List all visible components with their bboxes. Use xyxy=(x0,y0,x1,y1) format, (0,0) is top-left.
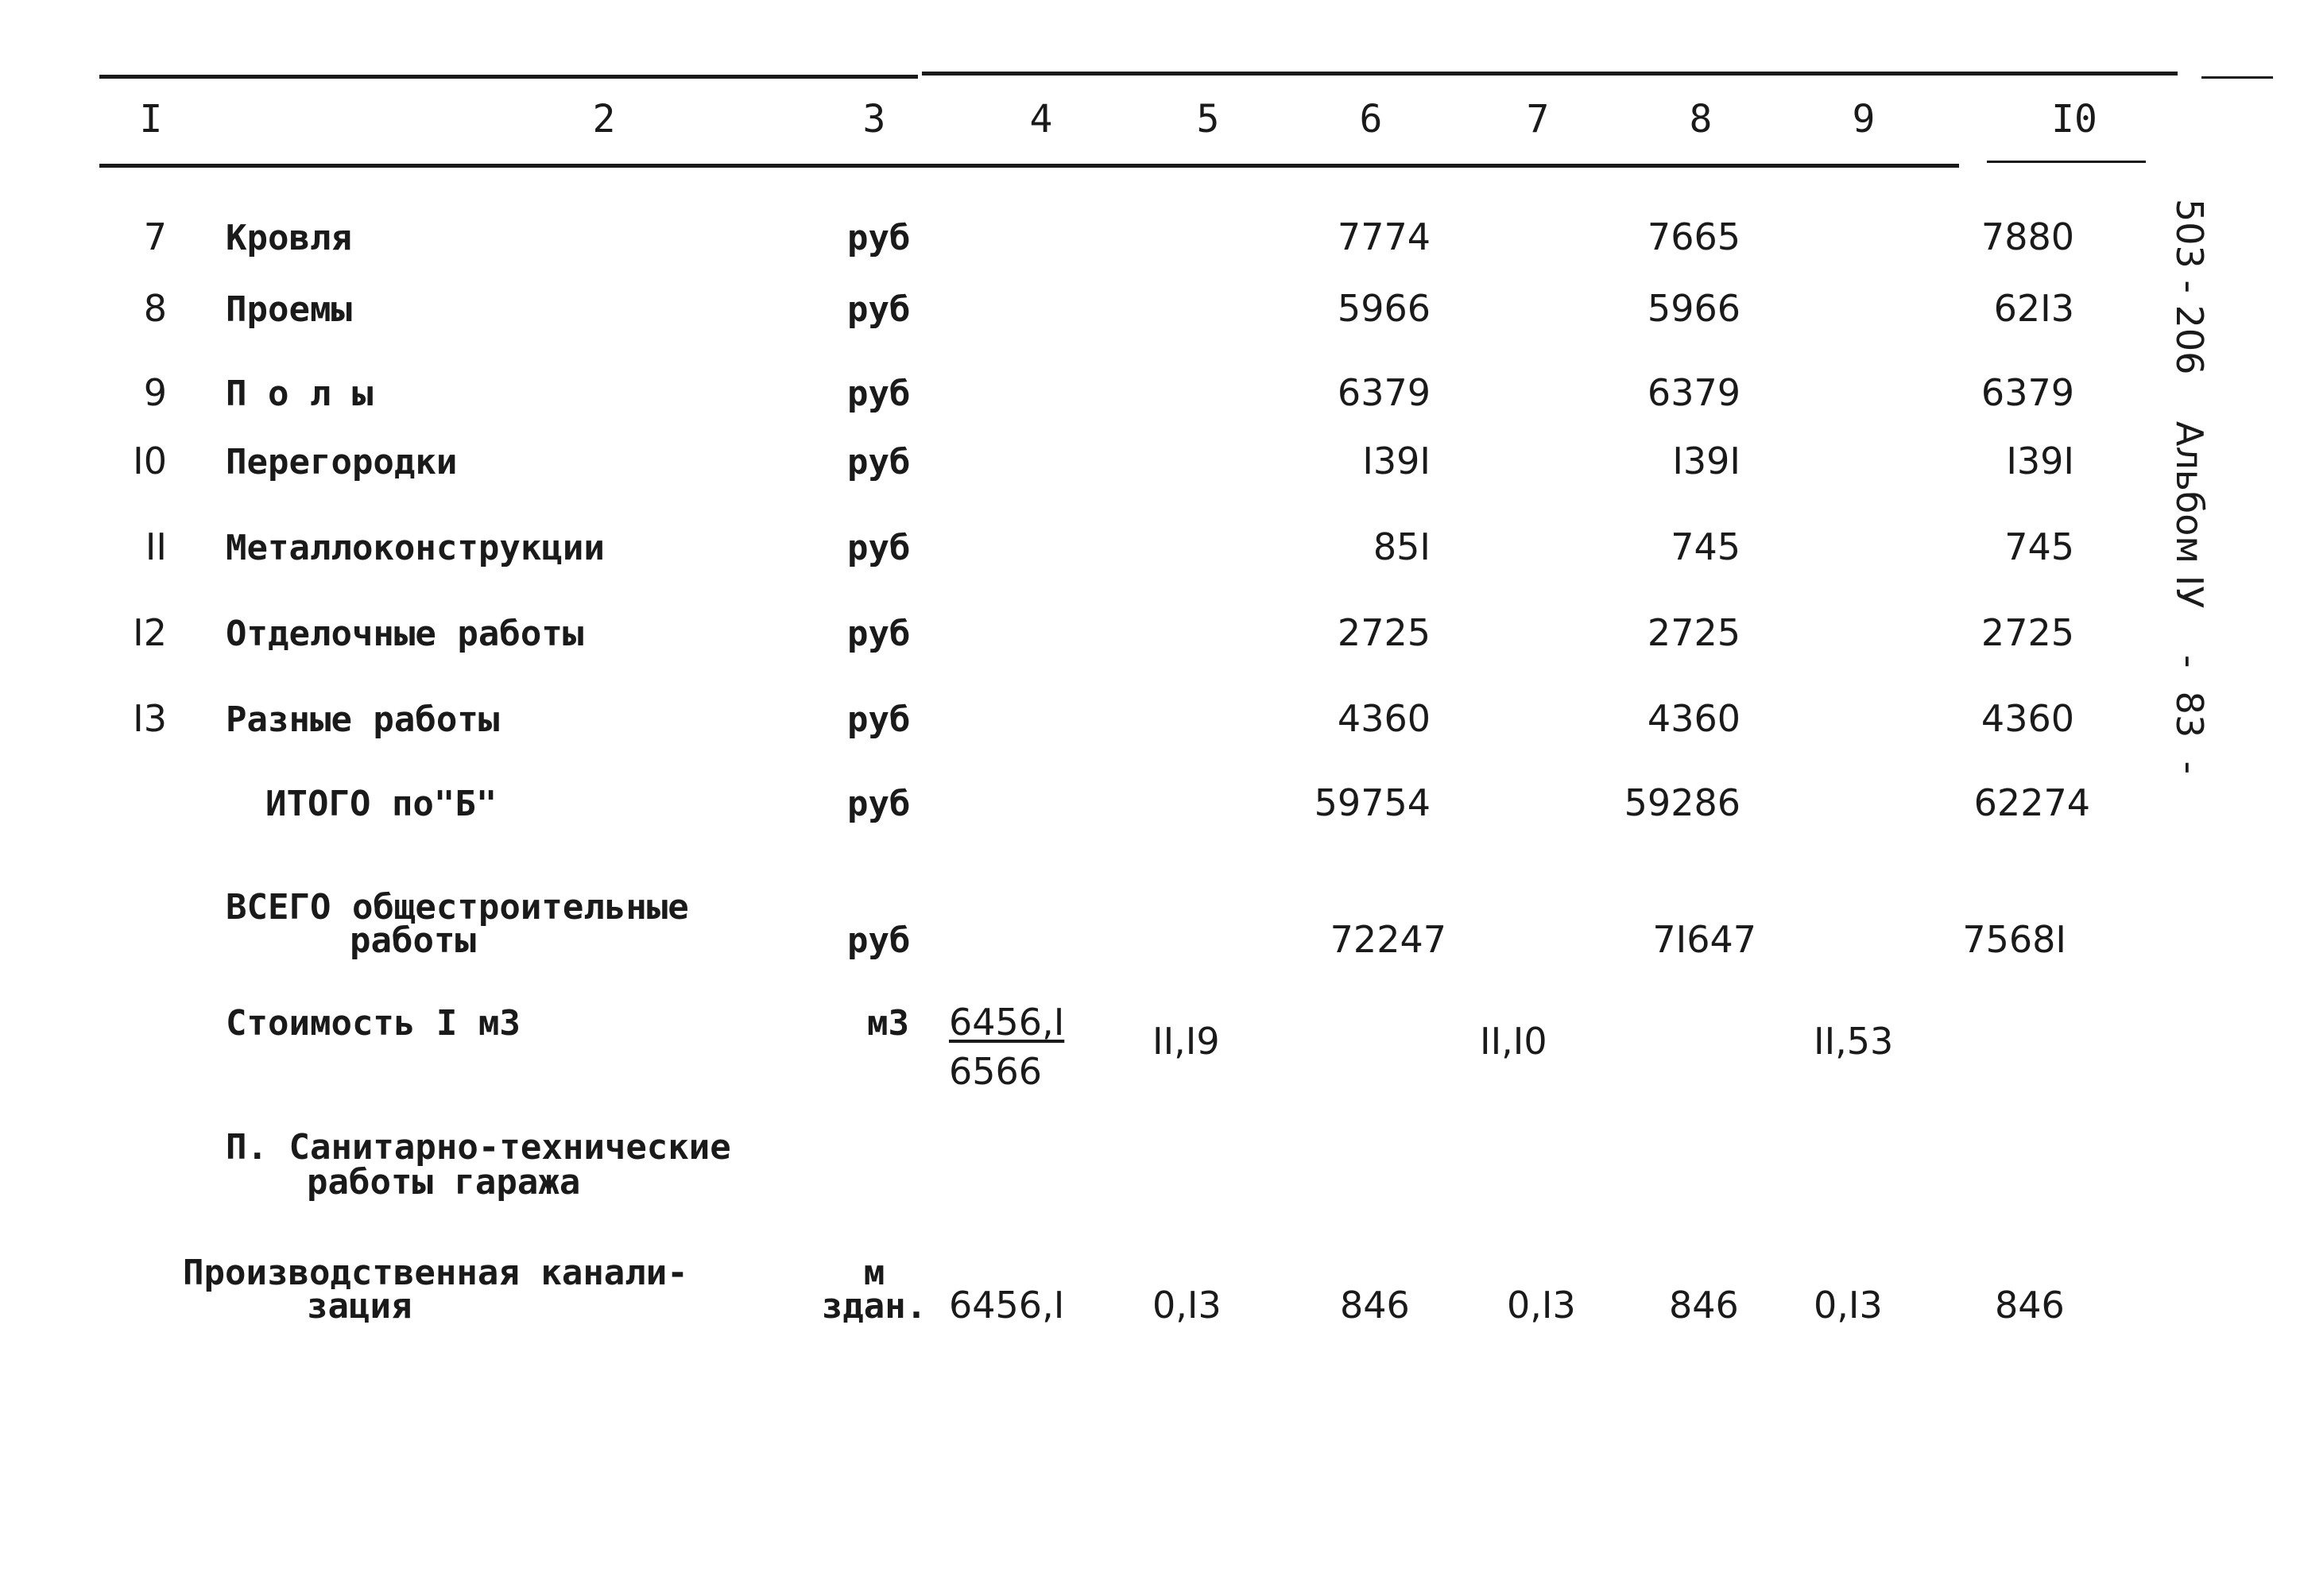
row-value-col6: I39I xyxy=(1362,440,1431,482)
cost-label: Стоимость I м3 xyxy=(226,1003,521,1044)
itogo-value-col6: 59754 xyxy=(1314,781,1431,824)
canal-value-col10: 846 xyxy=(1995,1284,2065,1327)
row-number: II xyxy=(145,525,167,568)
row-value-col6: 5966 xyxy=(1337,287,1431,330)
cost-value-col5: II,I9 xyxy=(1152,1020,1220,1063)
row-number: 9 xyxy=(143,371,167,414)
row-name: Отделочные работы xyxy=(226,614,584,654)
row-unit: руб xyxy=(847,442,911,482)
canal-value-col4: 6456,I xyxy=(949,1284,1065,1327)
itogo-value-col10: 62274 xyxy=(1973,781,2090,824)
row-unit: руб xyxy=(847,218,911,258)
section2-title-line1: П. Санитарно-технические xyxy=(226,1127,731,1168)
cost-value-col9: II,53 xyxy=(1814,1020,1894,1063)
vsego-unit: руб xyxy=(847,920,911,961)
itogo-unit: руб xyxy=(847,784,911,824)
row-number: I2 xyxy=(133,611,167,654)
row-unit: руб xyxy=(847,614,911,654)
header-col-8: 8 xyxy=(1689,97,1713,141)
cost-value-col7: II,I0 xyxy=(1480,1020,1547,1063)
row-value-col6: 85I xyxy=(1373,525,1431,568)
row-name: Разные работы xyxy=(226,699,500,740)
row-value-col8: 745 xyxy=(1671,525,1740,568)
canal-value-col5: 0,I3 xyxy=(1152,1284,1222,1327)
side-note: 503 - 206 Альбом IУ - 83 - xyxy=(2168,199,2211,775)
top-rule-margin xyxy=(2201,76,2273,79)
row-value-col6: 4360 xyxy=(1337,697,1431,740)
row-name: Проемы xyxy=(226,289,352,330)
row-value-col8: 7665 xyxy=(1647,215,1740,258)
canal-unit-line2: здан. xyxy=(821,1286,927,1327)
row-value-col10: 62I3 xyxy=(1993,287,2074,330)
row-unit: руб xyxy=(847,289,911,330)
side-margin xyxy=(2162,199,2257,994)
canal-value-col9: 0,I3 xyxy=(1814,1284,1883,1327)
row-unit: руб xyxy=(847,699,911,740)
row-number: 8 xyxy=(143,287,167,330)
row-number: I0 xyxy=(133,440,167,482)
header-col-6: 6 xyxy=(1359,97,1383,141)
row-value-col6: 2725 xyxy=(1337,611,1431,654)
row-value-col8: 6379 xyxy=(1647,371,1740,414)
cost-value-col4-bottom: 6566 xyxy=(949,1050,1043,1093)
row-value-col8: I39I xyxy=(1672,440,1740,482)
row-value-col8: 5966 xyxy=(1647,287,1740,330)
row-number: 7 xyxy=(143,215,167,258)
cost-unit: м3 xyxy=(867,1003,909,1044)
canal-value-col6: 846 xyxy=(1340,1284,1410,1327)
row-value-col10: I39I xyxy=(2006,440,2074,482)
row-number: I3 xyxy=(133,697,167,740)
vsego-label-line1: ВСЕГО общестроительные xyxy=(226,887,689,928)
canal-label-line2: зация xyxy=(307,1286,412,1327)
canal-label-line1: Производственная канали- xyxy=(183,1253,688,1293)
row-value-col10: 4360 xyxy=(1981,697,2074,740)
row-value-col6: 7774 xyxy=(1337,215,1431,258)
row-value-col10: 2725 xyxy=(1981,611,2074,654)
header-rule xyxy=(99,164,1959,168)
row-name: Металлоконструкции xyxy=(226,528,605,568)
header-col-3: 3 xyxy=(862,97,886,141)
itogo-value-col8: 59286 xyxy=(1624,781,1740,824)
section2-title-line2: работы гаража xyxy=(307,1162,581,1203)
canal-unit-line1: м xyxy=(863,1253,885,1293)
row-value-col10: 7880 xyxy=(1981,215,2074,258)
row-value-col10: 745 xyxy=(2004,525,2074,568)
header-col-1: I xyxy=(139,97,163,141)
header-col-2: 2 xyxy=(592,97,616,141)
top-rule-right xyxy=(922,72,2178,76)
header-col-7: 7 xyxy=(1526,97,1550,141)
row-value-col8: 4360 xyxy=(1647,697,1740,740)
row-name: Перегородки xyxy=(226,442,458,482)
row-unit: руб xyxy=(847,528,911,568)
vsego-value-col8: 7I647 xyxy=(1652,918,1756,961)
vsego-value-col10: 7568I xyxy=(1962,918,2066,961)
row-value-col8: 2725 xyxy=(1647,611,1740,654)
itogo-label: ИТОГО по"Б" xyxy=(265,784,498,824)
row-unit: руб xyxy=(847,374,911,414)
header-col-9: 9 xyxy=(1852,97,1876,141)
row-name: Кровля xyxy=(226,218,352,258)
vsego-label-line2: работы xyxy=(350,920,476,961)
header-col-10: I0 xyxy=(2051,97,2097,141)
row-value-col10: 6379 xyxy=(1981,371,2074,414)
header-col-4: 4 xyxy=(1029,97,1053,141)
cost-value-col4-top: 6456,I xyxy=(949,1001,1065,1044)
vsego-value-col6: 72247 xyxy=(1330,918,1446,961)
header-rule-right xyxy=(1987,161,2146,163)
row-value-col6: 6379 xyxy=(1337,371,1431,414)
canal-value-col8: 846 xyxy=(1669,1284,1739,1327)
canal-value-col7: 0,I3 xyxy=(1507,1284,1576,1327)
row-name: П о л ы xyxy=(226,374,374,414)
header-col-5: 5 xyxy=(1196,97,1220,141)
top-rule-left xyxy=(99,75,918,79)
